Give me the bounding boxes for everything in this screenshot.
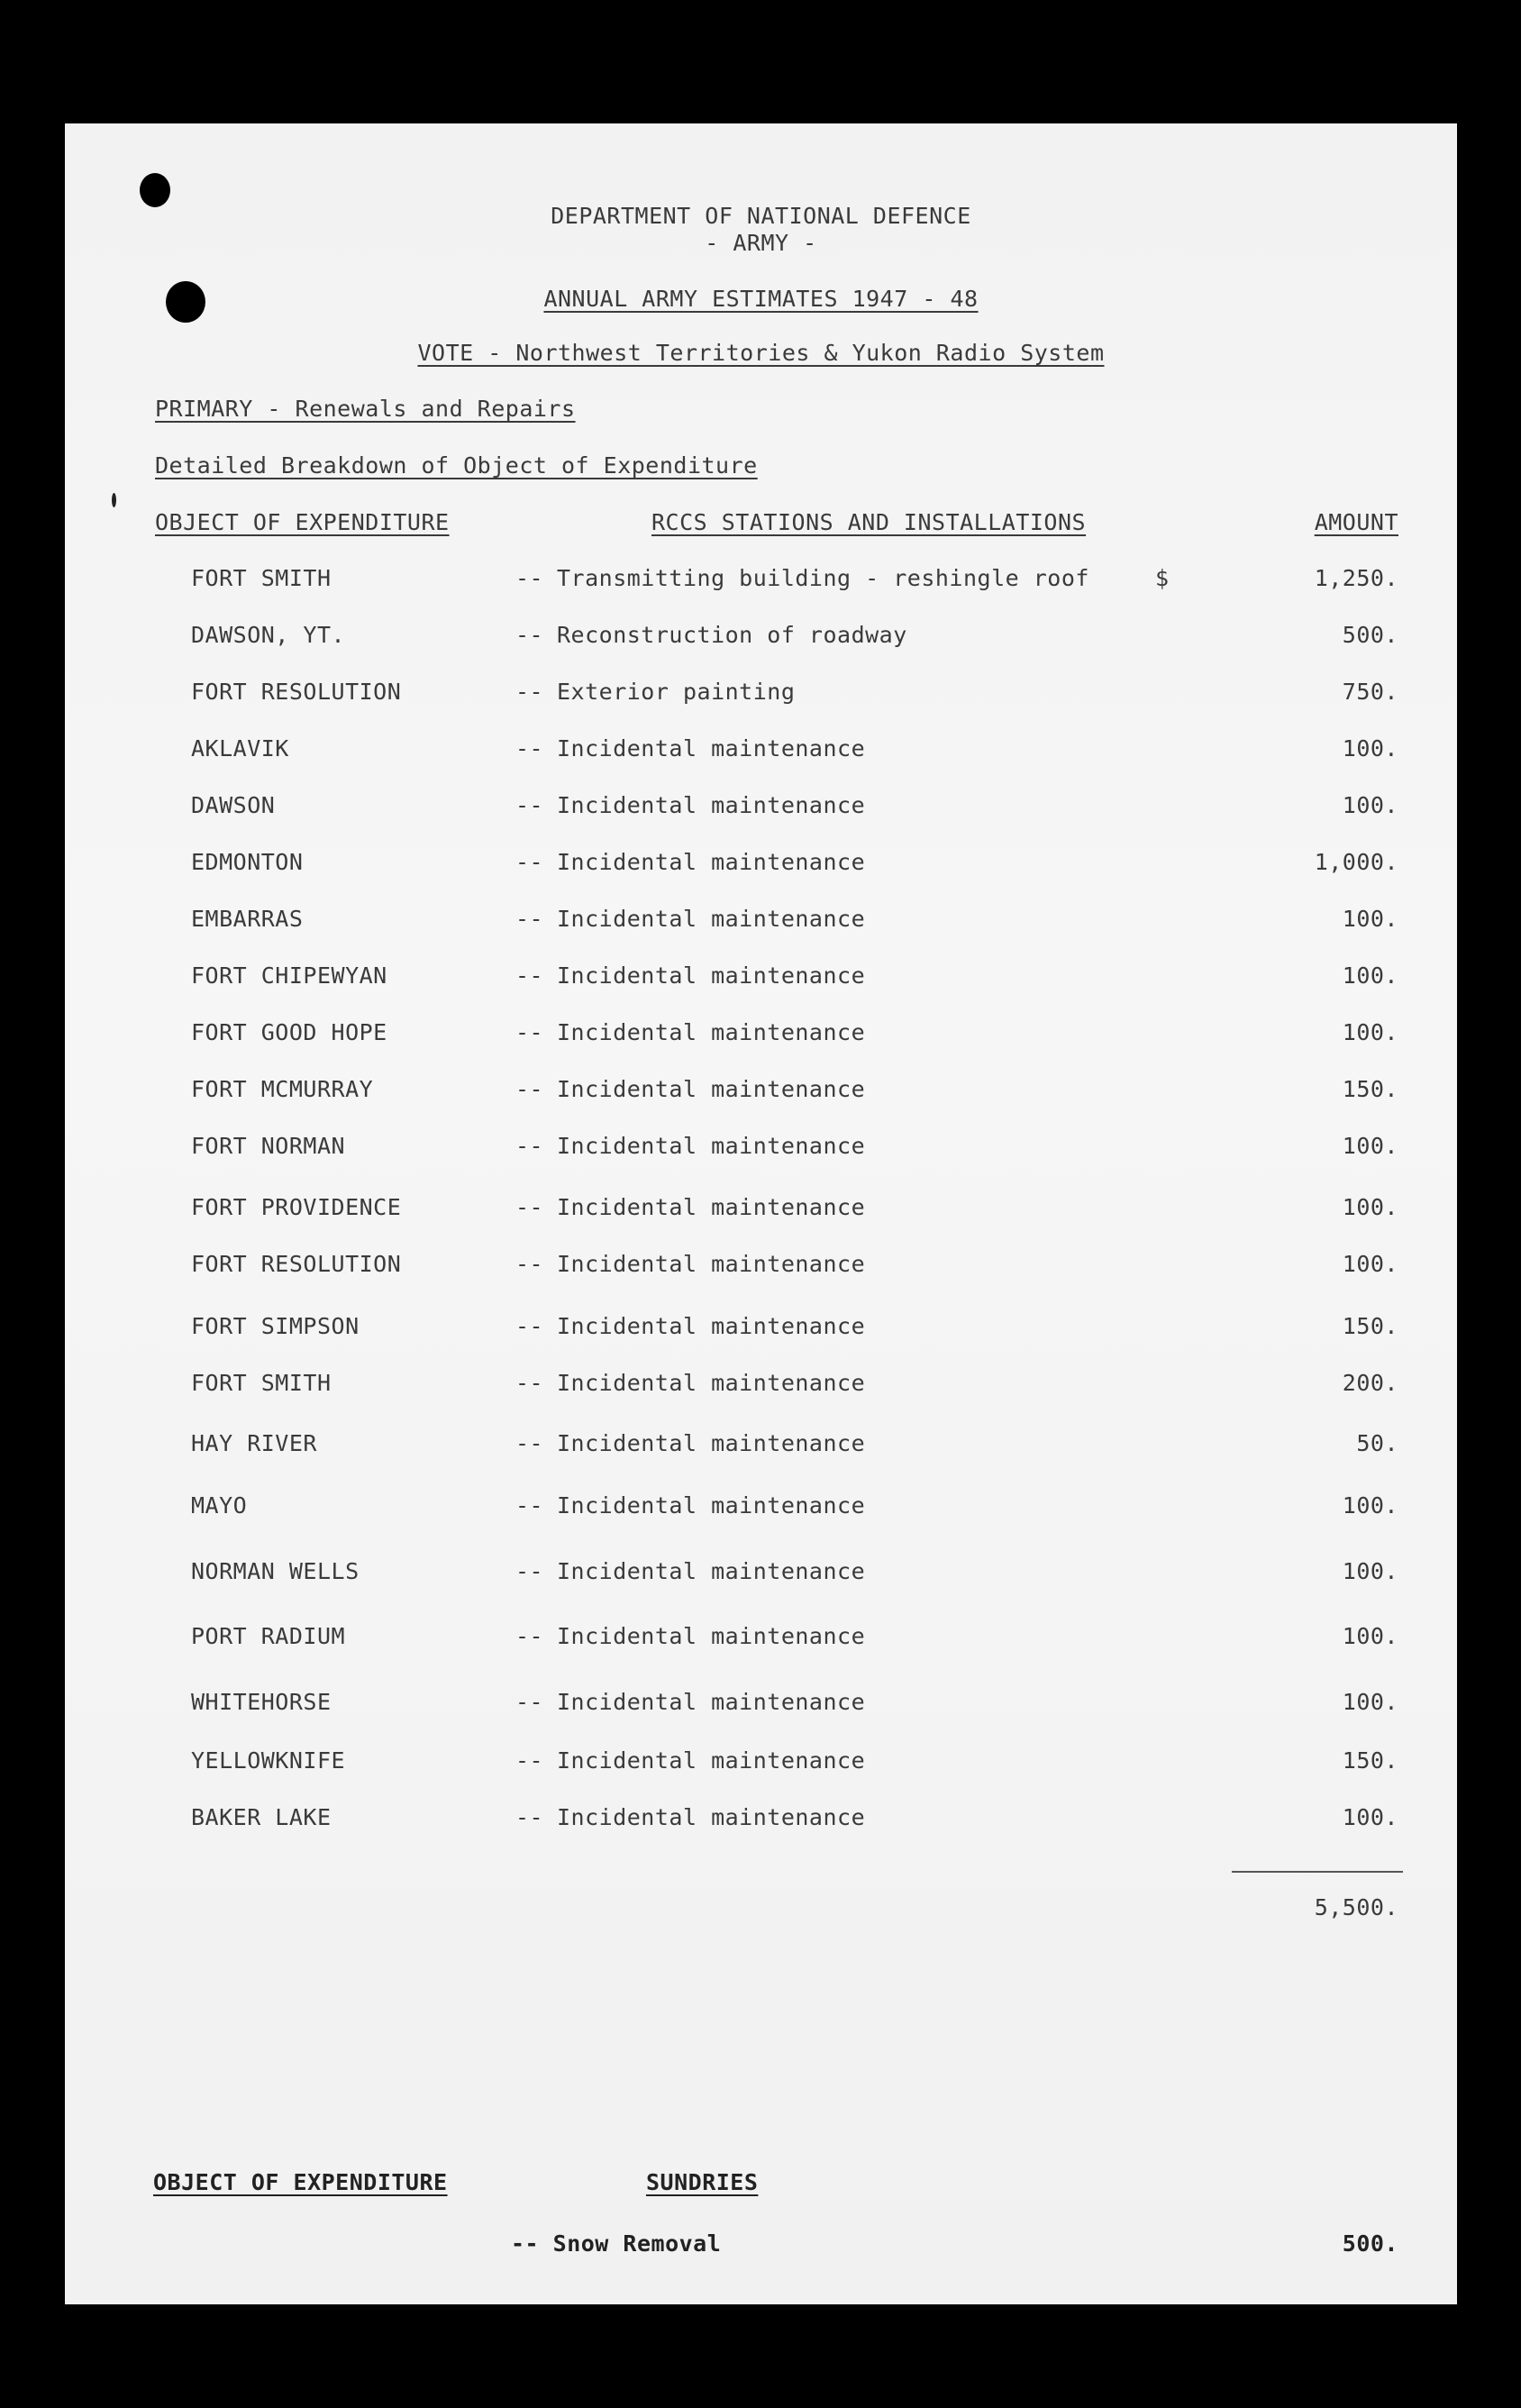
- row-location: FORT MCMURRAY: [191, 1076, 374, 1102]
- column-header-object: OBJECT OF EXPENDITURE: [155, 509, 450, 535]
- total-rule: [1232, 1871, 1403, 1873]
- row-location: HAY RIVER: [191, 1430, 317, 1456]
- sundries-heading: SUNDRIES: [646, 2169, 759, 2195]
- row-description: Incidental maintenance: [557, 1370, 866, 1396]
- row-amount: 100.: [1342, 1804, 1398, 1830]
- row-dash: --: [515, 735, 544, 762]
- row-amount: 100.: [1342, 1251, 1398, 1277]
- row-description: Incidental maintenance: [557, 1492, 866, 1519]
- row-amount: 100.: [1342, 1133, 1398, 1159]
- row-dash: --: [515, 565, 544, 591]
- row-description: Exterior painting: [557, 679, 796, 705]
- row-description: Incidental maintenance: [557, 735, 866, 762]
- row-location: AKLAVIK: [191, 735, 289, 762]
- row-dash: --: [515, 1076, 544, 1102]
- breakdown-heading: Detailed Breakdown of Object of Expenditure: [155, 452, 758, 479]
- sundries-item: -- Snow Removal: [511, 2230, 722, 2257]
- row-description: Incidental maintenance: [557, 906, 866, 932]
- row-amount: 150.: [1342, 1076, 1398, 1102]
- document-page: [65, 123, 1457, 2304]
- row-description: Incidental maintenance: [557, 1313, 866, 1339]
- row-amount: 100.: [1342, 1492, 1398, 1519]
- row-description: Transmitting building - reshingle roof: [557, 565, 1089, 591]
- column-header-stations: RCCS STATIONS AND INSTALLATIONS: [651, 509, 1087, 535]
- estimates-title: ANNUAL ARMY ESTIMATES 1947 - 48: [543, 286, 979, 312]
- row-dash: --: [515, 1558, 544, 1584]
- row-amount: 150.: [1342, 1747, 1398, 1774]
- row-dash: --: [515, 679, 544, 705]
- row-amount: 100.: [1342, 1558, 1398, 1584]
- row-amount: 500.: [1342, 622, 1398, 648]
- row-description: Incidental maintenance: [557, 1430, 866, 1456]
- speck: [112, 493, 116, 507]
- row-description: Incidental maintenance: [557, 1804, 866, 1830]
- column-header-amount: AMOUNT: [1314, 509, 1398, 535]
- row-dash: --: [515, 1623, 544, 1649]
- row-amount: 100.: [1342, 1019, 1398, 1045]
- row-description: Incidental maintenance: [557, 1689, 866, 1715]
- row-amount: 750.: [1342, 679, 1398, 705]
- row-amount: 100.: [1342, 792, 1398, 818]
- row-description: Incidental maintenance: [557, 1076, 866, 1102]
- sundries-object-heading: OBJECT OF EXPENDITURE: [153, 2169, 448, 2195]
- row-location: FORT GOOD HOPE: [191, 1019, 387, 1045]
- row-amount: 1,250.: [1314, 565, 1398, 591]
- row-dash: --: [515, 962, 544, 989]
- row-dash: --: [515, 1194, 544, 1220]
- row-amount: 1,000.: [1314, 849, 1398, 875]
- row-location: FORT NORMAN: [191, 1133, 346, 1159]
- row-dash: --: [515, 1689, 544, 1715]
- row-location: FORT RESOLUTION: [191, 679, 402, 705]
- row-amount: 100.: [1342, 735, 1398, 762]
- row-location: PORT RADIUM: [191, 1623, 346, 1649]
- row-location: FORT SIMPSON: [191, 1313, 360, 1339]
- vote-title: VOTE - Northwest Territories & Yukon Radio System: [417, 340, 1105, 366]
- row-location: FORT PROVIDENCE: [191, 1194, 402, 1220]
- total-amount: 5,500.: [1314, 1894, 1398, 1920]
- row-description: Reconstruction of roadway: [557, 622, 907, 648]
- row-description: Incidental maintenance: [557, 1747, 866, 1774]
- row-amount: 100.: [1342, 1623, 1398, 1649]
- row-location: YELLOWKNIFE: [191, 1747, 346, 1774]
- row-amount: 200.: [1342, 1370, 1398, 1396]
- row-location: WHITEHORSE: [191, 1689, 332, 1715]
- row-amount: 150.: [1342, 1313, 1398, 1339]
- row-location: FORT RESOLUTION: [191, 1251, 402, 1277]
- row-dash: --: [515, 1430, 544, 1456]
- row-location: MAYO: [191, 1492, 248, 1519]
- row-dash: --: [515, 1492, 544, 1519]
- row-location: EDMONTON: [191, 849, 304, 875]
- row-dash: --: [515, 1804, 544, 1830]
- row-dash: --: [515, 1313, 544, 1339]
- row-description: Incidental maintenance: [557, 792, 866, 818]
- row-description: Incidental maintenance: [557, 1251, 866, 1277]
- row-dash: --: [515, 906, 544, 932]
- row-dash: --: [515, 1747, 544, 1774]
- row-amount: 100.: [1342, 1689, 1398, 1715]
- row-dash: --: [515, 1019, 544, 1045]
- row-dash: --: [515, 849, 544, 875]
- row-location: DAWSON: [191, 792, 276, 818]
- row-description: Incidental maintenance: [557, 1623, 866, 1649]
- row-description: Incidental maintenance: [557, 1019, 866, 1045]
- primary-heading: PRIMARY - Renewals and Repairs: [155, 396, 576, 422]
- sundries-amount: 500.: [1342, 2230, 1398, 2257]
- row-dash: --: [515, 1251, 544, 1277]
- row-amount: 100.: [1342, 906, 1398, 932]
- row-location: EMBARRAS: [191, 906, 304, 932]
- row-amount: 100.: [1342, 962, 1398, 989]
- row-description: Incidental maintenance: [557, 1558, 866, 1584]
- department-title: DEPARTMENT OF NATIONAL DEFENCE: [551, 203, 971, 229]
- row-dash: --: [515, 622, 544, 648]
- row-dash: --: [515, 1133, 544, 1159]
- branch-title: - ARMY -: [705, 230, 817, 256]
- row-location: NORMAN WELLS: [191, 1558, 360, 1584]
- row-location: FORT SMITH: [191, 565, 332, 591]
- row-description: Incidental maintenance: [557, 1133, 866, 1159]
- row-location: FORT SMITH: [191, 1370, 332, 1396]
- row-amount: 50.: [1356, 1430, 1398, 1456]
- currency-symbol: $: [1155, 565, 1170, 591]
- row-description: Incidental maintenance: [557, 962, 866, 989]
- row-location: DAWSON, YT.: [191, 622, 346, 648]
- row-amount: 100.: [1342, 1194, 1398, 1220]
- row-location: FORT CHIPEWYAN: [191, 962, 387, 989]
- row-location: BAKER LAKE: [191, 1804, 332, 1830]
- row-dash: --: [515, 1370, 544, 1396]
- row-description: Incidental maintenance: [557, 849, 866, 875]
- row-description: Incidental maintenance: [557, 1194, 866, 1220]
- row-dash: --: [515, 792, 544, 818]
